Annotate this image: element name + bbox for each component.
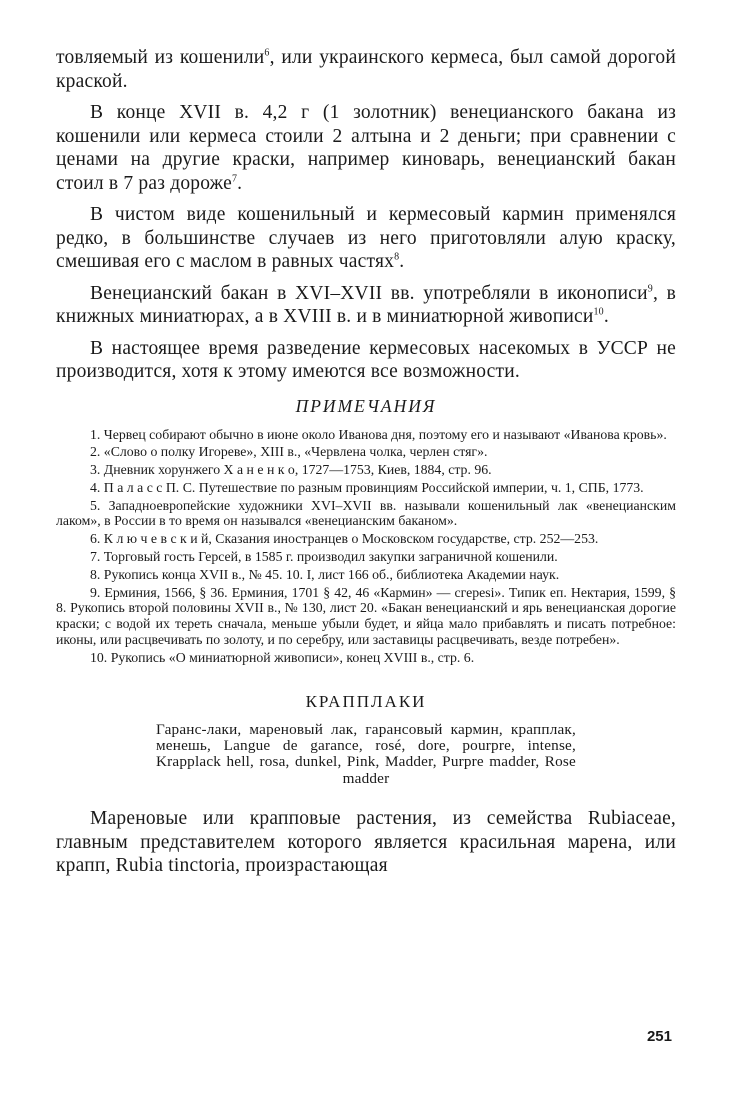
last-paragraph: Мареновые или крапповые растения, из семейства Rubiaceae, главным представителем которого является красильная марена, или крапп, Rubia tinctoria, произрастающая [56,808,676,877]
page-content [56,46,676,878]
note-item: 3. Дневник хорунжего Х а н е н к о, 1727—1753, Киев, 1884, стр. 96. [90,462,492,478]
paragraph-text: В настоящее время разведение кермесовых насекомых в УССР не производится, хотя к этому имеются все возможности. [56,337,676,382]
paragraph-text: . [237,172,243,194]
footnote-ref: 10 [593,306,604,318]
paragraph-1 [56,46,676,93]
paragraph-5 [56,337,676,384]
note-item: 9. Ерминия, 1566, § 36. Ерминия, 1701 § 42, 46 «Кармин» — cгереsi». Типик еп. Нектария, 1599, § 8. Рукопись второй половины XVII в., № 130, лист 20. «Бакан венецианский и ярь венецианская дорогие краски; с водой их тереть сначала, меньше убыли будет, и яйца мало прибавлять и писать потребное: иконы, или расцвечивать по золоту, и по серебру, или заставицы расцвечивать, везде потребен». [56,584,676,648]
section-heading: КРАППЛАКИ [305,691,427,711]
paragraph-4 [56,282,676,329]
footnote-ref: 7 [231,173,238,184]
paragraph-text: . [399,251,405,272]
note-item: 2. «Слово о полку Игореве», XIII в., «Червлена чолка, черлен стяг». [90,444,488,460]
paragraph-text: В чистом виде кошенильный и кермесовый кармин применялся редко, в большинстве случаев из него приготовляли алую краску, смешивая его с маслом в равных частях [56,204,676,272]
note-item: 10. Рукопись «О миниатюрной живописи», конец XVIII в., стр. 6. [90,649,475,665]
note-item: 7. Торговый гость Герсей, в 1585 г. производил закупки заграничной кошенили. [90,549,558,565]
paragraph-text: . [603,306,609,327]
note-item: 8. Рукопись конца XVII в., № 45. 10. I, лист 166 об., библиотека Академии наук. [90,566,560,582]
note-item: 1. Червец собирают обычно в июне около Иванова дня, поэтому его и называют «Иванова кровь». [90,426,667,442]
page-number: 251 [646,1028,672,1045]
footnote-ref: 8 [394,251,400,263]
note-item: 5. Западноевропейские художники XVI–XVII вв. называли кошенильный лак «венецианским лаком», в России в то время он назывался «венецианским баканом». [56,497,676,529]
notes-list [56,427,676,666]
footnote-ref: 6 [264,47,270,59]
paragraph-2 [56,101,676,195]
note-item: 6. К л ю ч е в с к и й, Сказания иностранцев о Московском государстве, стр. 252—253. [90,531,599,547]
paragraph-text: , в книжных миниатюрах, а в XVIII в. и в миниатюрной живописи [56,282,677,327]
footnote-ref: 9 [647,283,653,294]
paragraph-text: Венецианский бакан в XVI–XVII вв. употребляли в иконописи [90,282,648,304]
paragraph-text: товляемый из кошенили [56,47,265,68]
paragraph-3 [56,203,676,274]
notes-heading: ПРИМЕЧАНИЯ [295,395,437,416]
paragraph-text: , или украинского кермеса, был самой дорогой краской. [56,47,676,92]
synonyms-block: Гаранс-лаки, мареновый лак, гарансовый кармин, крапплак, менешь, Langue de garance, rosé, dore, pourpre, intense, Krapplack hell, rosa, dunkel, Pink, Madder, Purpre madder, Rose madder [156,720,576,787]
note-item: 4. П а л а с с П. С. Путешествие по разным провинциям Российской империи, ч. 1, СПБ, 1773. [90,479,644,495]
paragraph-text: В конце XVII в. 4,2 г (1 золотник) венецианского бакана из кошенили или кермеса стоили 2 алтына и 2 деньги; при сравнении с ценами на другие краски, например киноварь, венецианский бакан стоил в 7 раз дороже [56,102,676,194]
